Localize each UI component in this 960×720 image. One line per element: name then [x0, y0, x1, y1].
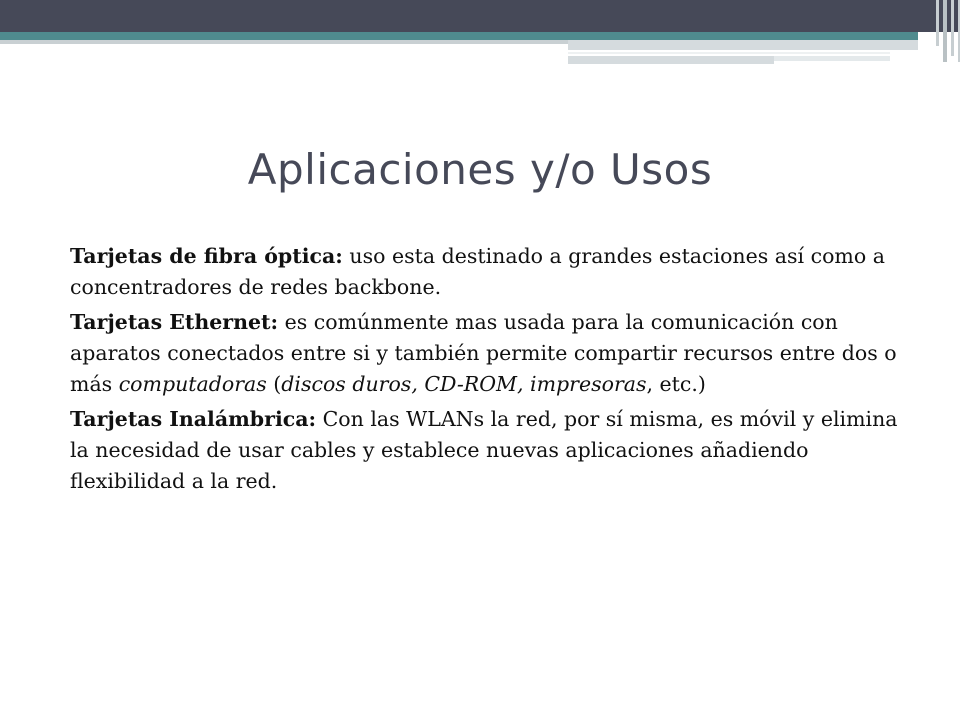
decorative-line [0, 40, 568, 44]
decorative-line [936, 0, 939, 46]
decorative-bar [774, 56, 890, 61]
paragraph-text: , etc.) [646, 372, 706, 396]
corner-decoration [930, 0, 960, 62]
header-band [0, 0, 960, 32]
paragraph-text: uso esta destinado a grandes estaciones así como a concentradores de redes backbone. [70, 244, 885, 299]
decorative-bar [568, 52, 890, 54]
paragraph-italic-text: computadoras [118, 372, 267, 396]
decorative-line [943, 0, 947, 62]
paragraph-text: ( [266, 372, 282, 396]
decorative-bar [568, 40, 918, 50]
paragraph-text: Con las WLANs la red, por sí misma, es móvil y elimina la necesidad de usar cables y establece nuevas aplicaciones añadiendo flexibilidad a la red. [70, 407, 898, 493]
paragraph-label: Tarjetas de fibra óptica: [70, 244, 343, 268]
slide-body [70, 241, 910, 501]
slide-title: Aplicaciones y/o Usos [247, 145, 713, 194]
paragraph-ethernet [70, 307, 910, 400]
paragraph-label: Tarjetas Inalámbrica: [70, 407, 317, 431]
accent-stripe [0, 32, 918, 40]
paragraph-inalambrica [70, 404, 910, 497]
decorative-bar [568, 56, 774, 64]
paragraph-text: es comúnmente mas usada para la comunicación con aparatos conectados entre si y también permite compartir recursos entre dos o más [70, 310, 897, 396]
paragraph-fibra-optica [70, 241, 910, 303]
paragraph-label: Tarjetas Ethernet: [70, 310, 279, 334]
paragraph-italic-text: discos duros, CD-ROM, impresoras [281, 372, 647, 396]
decorative-line [951, 0, 954, 56]
